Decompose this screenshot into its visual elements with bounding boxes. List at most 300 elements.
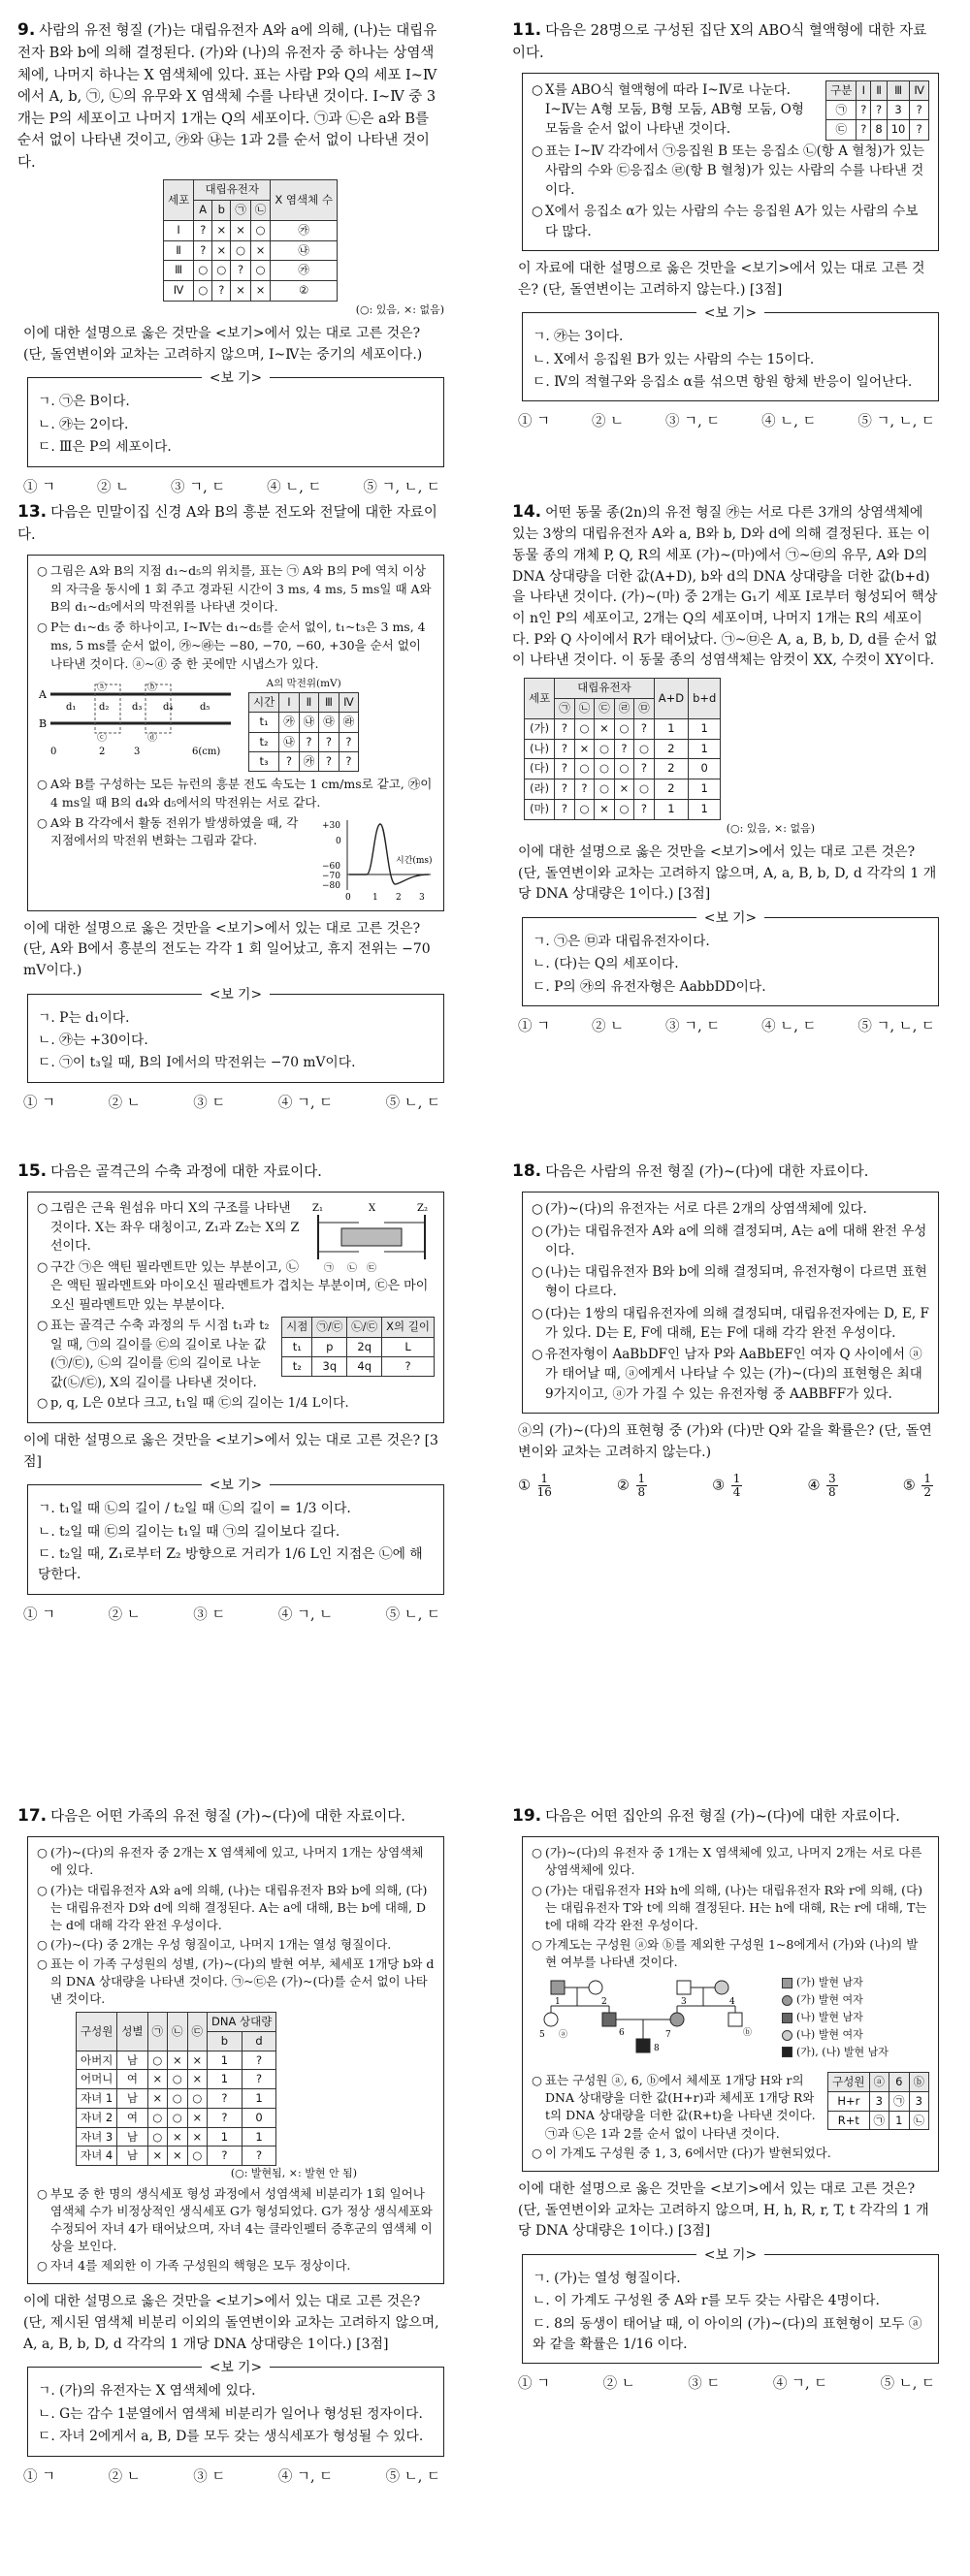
table-cell: ? bbox=[910, 120, 929, 140]
table-cell: 남 bbox=[117, 2051, 147, 2070]
table-cell: 남 bbox=[117, 2127, 147, 2147]
answer-options bbox=[23, 1093, 440, 1114]
table-header-cell: ⓐ bbox=[869, 2073, 889, 2092]
question-number: 11. bbox=[512, 20, 542, 40]
svg-text:Z₂: Z₂ bbox=[417, 1203, 428, 1215]
table-cell: ? bbox=[857, 101, 871, 120]
table-row bbox=[164, 261, 338, 281]
table-header-row bbox=[77, 2013, 276, 2032]
option-3[interactable] bbox=[712, 1473, 744, 1499]
table-cell: L bbox=[382, 1337, 435, 1356]
table-cell: ? bbox=[634, 800, 655, 820]
question-intro: 어떤 동물 종(2n)의 유전 형질 ㉮는 서로 다른 3개의 상염색체에 있는 3쌍의 대립유전자 A와 a, B와 b, D와 d에 의해 결정된다. 표는 이 동물 종의 개체 P, Q, R의 세포 (가)~(마)에서 ㉠~㉤의 유무, A와 D의 DNA 상대량을 더한 값(A+D), b와 d의 DNA 상대량을 더한 값(b+d)을 나타낸 것이다. (가)~(마) 중 2개는 G₁기 세포 I로부터 형성되어 핵상이 n인 P의 세포이고, 2개는 Q의 세포이며, 나머지 1개는 R의 세포이다. P와 Q 사이에서 R가 태어났다. ㉠~㉤은 A, a, B, b, D, d를 순서 없이 나타낸 것이다. 이 동물 종의 성염색체는 암컷이 XX, 수컷이 XY이다. bbox=[512, 505, 938, 669]
table-cell: × bbox=[574, 739, 595, 759]
bogi-box: <보 기> ㄱ. ㉠은 B이다. ㄴ. ㉮는 2이다. ㄷ. Ⅲ은 P의 세포이다. bbox=[27, 377, 444, 466]
svg-text:시간(ms): 시간(ms) bbox=[396, 855, 433, 866]
table-cell: 1 bbox=[654, 718, 688, 739]
option-2[interactable]: ② ㄴ bbox=[591, 414, 625, 430]
table-cell: 아버지 bbox=[77, 2051, 117, 2070]
svg-text:ⓑ: ⓑ bbox=[743, 2028, 753, 2039]
table-cell: × bbox=[147, 2147, 168, 2166]
table-cell: 1 bbox=[654, 800, 688, 820]
table-row bbox=[525, 739, 721, 759]
bogi-item: ㄷ. Ⅲ은 P의 세포이다. bbox=[38, 439, 172, 456]
table-cell: × bbox=[212, 240, 231, 261]
option-4[interactable]: ④ ㄴ, ㄷ bbox=[761, 1019, 817, 1035]
table-cell: ? bbox=[242, 2147, 276, 2166]
pedigree-chart bbox=[532, 1975, 774, 2068]
question-number: 15. bbox=[17, 1161, 48, 1181]
question-ask: 이에 대한 설명으로 옳은 것만을 <보기>에서 있는 대로 고른 것은? (단, A와 B에서 흥분의 전도는 각각 1 회 일어났고, 휴지 전위는 −70 mV이다.) bbox=[23, 920, 431, 978]
table-cell: 1 bbox=[689, 718, 721, 739]
table-cell: 1 bbox=[208, 2051, 242, 2070]
option-2[interactable]: ② ㄴ bbox=[591, 1019, 625, 1035]
table-cell: ㉠ bbox=[869, 2111, 889, 2130]
bogi-box: <보 기> ㄱ. P는 d₁이다. ㄴ. ㉮는 +30이다. ㄷ. ㉠이 t₃일 때, B의 Ⅰ에서의 막전위는 −70 mV이다. bbox=[27, 994, 444, 1083]
question-15 bbox=[17, 1159, 444, 1626]
table-cell: ㉮ bbox=[299, 751, 319, 771]
table-header-cell: ㉢ bbox=[187, 2013, 208, 2051]
option-2[interactable]: ② ㄴ bbox=[108, 1095, 141, 1111]
table-cell: × bbox=[168, 2127, 188, 2147]
table-cell: H+r bbox=[828, 2091, 869, 2111]
svg-text:2: 2 bbox=[99, 747, 106, 758]
bogi-box: <보 기> ㄱ. (가)는 열성 형질이다. ㄴ. 이 가계도 구성원 중 A와 r를 모두 갖는 사람은 4명이다. ㄷ. 8의 동생이 태어날 때, 이 아이의 (가)~(다)의 표현형이 모두 ⓐ와 같을 확률은 1/16 이다. bbox=[522, 2254, 939, 2365]
table-header-cell: Ⅰ bbox=[857, 80, 871, 100]
table-cell: ? bbox=[231, 261, 251, 281]
svg-text:ⓑ: ⓑ bbox=[147, 683, 157, 694]
denominator: 8 bbox=[637, 1485, 646, 1500]
table-cell: ○ bbox=[194, 261, 212, 281]
option-1[interactable]: ① ㄱ bbox=[23, 1606, 56, 1623]
table-cell: 어머니 bbox=[77, 2070, 117, 2089]
table-cell: ○ bbox=[147, 2051, 168, 2070]
table-cell: ? bbox=[319, 751, 340, 771]
table-cell: ? bbox=[194, 240, 212, 261]
table-cell: × bbox=[187, 2070, 208, 2089]
table-cell: 2q bbox=[347, 1337, 382, 1356]
table-cell: × bbox=[231, 220, 251, 240]
bogi-item: ㄱ. ㉠은 B이다. bbox=[38, 394, 130, 410]
svg-text:Z₁: Z₁ bbox=[312, 1203, 323, 1215]
svg-text:㉠: ㉠ bbox=[324, 1263, 334, 1275]
option-3[interactable]: ③ ㄱ, ㄷ bbox=[664, 414, 721, 430]
answer-options bbox=[518, 2373, 935, 2395]
table-row bbox=[77, 2127, 276, 2147]
option-4[interactable]: ④ ㄱ, ㄷ bbox=[772, 2376, 828, 2393]
question-ask: 이에 대한 설명으로 옳은 것만을 <보기>에서 있는 대로 고른 것은? [3점] bbox=[23, 1432, 438, 1470]
svg-text:ⓐ: ⓐ bbox=[559, 2030, 568, 2041]
question-intro: 다음은 어떤 가족의 유전 형질 (가)~(다)에 대한 자료이다. bbox=[50, 1809, 405, 1825]
svg-text:3: 3 bbox=[134, 747, 141, 758]
svg-text:㉡: ㉡ bbox=[347, 1263, 357, 1275]
table-row bbox=[525, 779, 721, 800]
question-19 bbox=[512, 1803, 939, 2396]
question-number: 19. bbox=[512, 1806, 542, 1826]
table-cell: ○ bbox=[168, 2070, 188, 2089]
table-header-cell: X의 길이 bbox=[382, 1318, 435, 1337]
table-cell: ㉱ bbox=[339, 713, 359, 732]
table-cell: ? bbox=[555, 718, 575, 739]
option-number: ④ bbox=[807, 1478, 825, 1494]
table-cell: ② bbox=[271, 281, 338, 302]
table-cell: ○ bbox=[212, 261, 231, 281]
answer-options bbox=[23, 477, 440, 498]
table-cell: t₂ bbox=[282, 1356, 312, 1376]
gene-header: ㉢ bbox=[595, 698, 615, 718]
option-2[interactable]: ② ㄴ bbox=[108, 2468, 141, 2485]
data-box: ○ 그림은 A와 B의 지점 d₁~d₅의 위치를, 표는 ㉠ A와 B의 P에 역치 이상의 자극을 동시에 1 회 주고 경과된 시간이 3 ms, 4 ms, 5 ms일 때 A와 B의 d₁~d₅에서의 막전위를 나타낸 것이다. ○ P는 d₁~d₅ 중 하나이고, Ⅰ~Ⅳ는 d₁~d₅를 순서 없이, t₁~t₃은 3 ms, 4 ms, 5 ms를 순서 없이, ㉮~㉱는 −80, −70, −60, +30을 순서 없이 나타낸 것이다. ⓐ~ⓓ 중 한 곳에만 시냅스가 있다. A B d₁ d₂ d₃ d₄ d₅ ⓐ ⓑ ⓒ ⓓ 0 2 3 6(cm) A의 막전위(mV) 시간 Ⅰ Ⅱ Ⅲ Ⅳ t₁ ㉮ ㉯ ㉰ ㉱ t₂ ㉯ ? ? ? t₃ ? ㉮ ? ? ○ A와 B를 구성하는 모든 뉴런의 흥분 전도 속도는 1 cm/ms로 같고, ㉮이 4 ms일 때 B의 d₄와 d₅에서의 막전위는 서로 같다. ○ A와 B 각각에서 활동 전위가 발생하였을 때, 각 지점에서의 막전위 변화는 그림과 같다. +30 0 −60 −70 −80 0 1 2 3 시간(ms) bbox=[27, 555, 444, 911]
question-18 bbox=[512, 1159, 939, 1500]
data-box: ○ (가)~(다)의 유전자는 서로 다른 2개의 상염색체에 있다. ○ (가)는 대립유전자 A와 a에 의해 결정되며, A는 a에 대해 완전 우성이다. ○ (나)는 대립유전자 B와 b에 의해 결정되며, 유전자형이 다르면 표현형이 다르다. ○ (다)는 1쌍의 대립유전자에 의해 결정되며, 대립유전자에는 D, E, F가 있다. D는 E, F에 대해, E는 F에 대해 각각 완전 우성이다. ○ 유전자형이 AaBbDF인 남자 P와 AaBbEF인 여자 Q 사이에서 ⓐ가 태어날 때, ⓐ에게서 나타날 수 있는 (가)~(다)의 표현형은 최대 9가지이고, ⓐ가 가질 수 있는 유전자형 중 AABBFF가 있다. bbox=[522, 1192, 939, 1414]
table-header-cell: Ⅰ bbox=[279, 693, 300, 713]
option-4[interactable]: ④ ㄴ, ㄷ bbox=[267, 479, 322, 495]
option-5[interactable]: ⑤ ㄴ, ㄷ bbox=[385, 2468, 440, 2485]
table-cell: ? bbox=[614, 739, 634, 759]
svg-text:d₂: d₂ bbox=[99, 702, 110, 714]
table-cell: ㉯ bbox=[299, 713, 319, 732]
table-cell: 자녀 3 bbox=[77, 2127, 117, 2147]
table-cell: ㉰ bbox=[319, 713, 340, 732]
question-ask: ⓐ의 (가)~(다)의 표현형 중 (가)와 (다)만 Q와 같을 확률은? (단, 돌연변이와 교차는 고려하지 않는다.) bbox=[518, 1422, 932, 1460]
svg-text:−60: −60 bbox=[322, 861, 340, 872]
table-cell: 2 bbox=[654, 779, 688, 800]
question-intro: 다음은 사람의 유전 형질 (가)~(다)에 대한 자료이다. bbox=[545, 1164, 869, 1180]
svg-text:5: 5 bbox=[539, 2030, 545, 2041]
table-row bbox=[249, 732, 359, 751]
table-header-cell: ㉡ bbox=[168, 2013, 188, 2051]
table-cell: 0 bbox=[689, 759, 721, 779]
table-cell: ? bbox=[871, 101, 887, 120]
table-row bbox=[164, 281, 338, 302]
table-cell: ? bbox=[555, 759, 575, 779]
fraction bbox=[922, 1473, 933, 1499]
option-3[interactable]: ③ ㄱ, ㄷ bbox=[170, 479, 226, 495]
table-row bbox=[164, 240, 338, 261]
action-potential-graph bbox=[318, 814, 435, 904]
table-cell: t₁ bbox=[249, 713, 279, 732]
table-header-cell: 시간 bbox=[249, 693, 279, 713]
svg-text:d₃: d₃ bbox=[132, 702, 143, 714]
option-2[interactable]: ② ㄴ bbox=[108, 1606, 141, 1623]
table-cell: 1 bbox=[689, 739, 721, 759]
table-cell: ○ bbox=[574, 759, 595, 779]
question-number: 13. bbox=[17, 502, 48, 522]
svg-text:ⓓ: ⓓ bbox=[147, 733, 157, 745]
svg-text:8: 8 bbox=[654, 2044, 660, 2054]
table-cell: 2 bbox=[654, 759, 688, 779]
table-cell: ? bbox=[634, 718, 655, 739]
table-row bbox=[77, 2147, 276, 2166]
table-cell: 1 bbox=[208, 2127, 242, 2147]
option-4[interactable]: ④ ㄱ, ㄴ bbox=[277, 1606, 334, 1623]
option-5[interactable]: ⑤ ㄴ, ㄷ bbox=[880, 2376, 935, 2393]
table-cell: × bbox=[187, 2051, 208, 2070]
table-cell: ㉮ bbox=[279, 713, 300, 732]
question-intro: 사람의 유전 형질 (가)는 대립유전자 A와 a에 의해, (나)는 대립유전자 B와 b에 의해 결정된다. (가)와 (나)의 유전자 중 하나는 상염색체에, 나머지 하나는 X 염색체에 있다. 표는 사람 P와 Q의 세포 Ⅰ~Ⅳ에서 A, b, ㉠, ㉡의 유무와 X 염색체 수를 나타낸 것이다. Ⅰ~Ⅳ 중 3개는 P의 세포이고 나머지 1개는 Q의 세포이다. ㉠과 ㉡은 a와 B를 순서 없이 나타낸 것이고, ㉮와 ㉯는 1과 2를 순서 없이 나타낸 것이다. bbox=[17, 23, 437, 171]
option-5[interactable]: ⑤ ㄱ, ㄴ, ㄷ bbox=[363, 479, 440, 495]
table-header-cell: DNA 상대량 bbox=[208, 2013, 276, 2032]
table-cell: ㉡ bbox=[909, 2111, 929, 2130]
svg-text:d₅: d₅ bbox=[200, 702, 210, 714]
table-cell: ○ bbox=[634, 779, 655, 800]
option-1[interactable]: ① ㄱ bbox=[518, 414, 551, 430]
table-cell: 남 bbox=[117, 2089, 147, 2109]
table-cell: ○ bbox=[250, 261, 271, 281]
table-cell: × bbox=[187, 2127, 208, 2147]
table-cell: ○ bbox=[194, 281, 212, 302]
cell-table: 세포 대립유전자 X 염색체 수 A b ㉠ ㉡ Ⅰ ? × × ○ ㉮ Ⅱ ? × ○ × ㉯ Ⅲ ○ ○ ? ○ ㉮ Ⅳ ○ ? × × ② (○: 있음, ×: 없음) bbox=[163, 179, 444, 318]
svg-text:㉢: ㉢ bbox=[367, 1263, 376, 1275]
table-cell: ○ bbox=[574, 718, 595, 739]
table-cell: ? bbox=[555, 800, 575, 820]
table-row bbox=[525, 718, 721, 739]
table-header-cell: 성별 bbox=[117, 2013, 147, 2051]
svg-text:1: 1 bbox=[372, 892, 378, 903]
table-cell: ? bbox=[574, 779, 595, 800]
option-2[interactable] bbox=[617, 1473, 649, 1499]
svg-text:0: 0 bbox=[345, 892, 351, 903]
table-cell: t₂ bbox=[249, 732, 279, 751]
option-1[interactable]: ① ㄱ bbox=[518, 1019, 551, 1035]
option-3[interactable]: ③ ㄷ bbox=[193, 1095, 226, 1111]
bogi-item: ㄴ. ㉮는 2이다. bbox=[38, 416, 129, 432]
option-5[interactable] bbox=[903, 1473, 935, 1499]
cell-label: Ⅲ bbox=[164, 261, 194, 281]
table-cell: ○ bbox=[595, 759, 615, 779]
table-cell: × bbox=[168, 2051, 188, 2070]
question-number: 9. bbox=[17, 20, 36, 40]
bogi-box: <보 기> ㄱ. t₁일 때 ㉡의 길이 / t₂일 때 ㉡의 길이 = 1/3 이다. ㄴ. t₂일 때 ㉢의 길이는 t₁일 때 ㉠의 길이보다 길다. ㄷ. t₂일 때, Z₁로부터 Z₂ 방향으로 거리가 1/6 L인 지점은 ㉡에 해당한다. bbox=[27, 1484, 444, 1595]
question-intro: 다음은 28명으로 구성된 집단 X의 ABO식 혈액형에 대한 자료이다. bbox=[512, 23, 927, 62]
svg-text:−70: −70 bbox=[322, 871, 340, 881]
fraction bbox=[826, 1473, 838, 1499]
cell-label: Ⅰ bbox=[164, 220, 194, 240]
cell-label: Ⅳ bbox=[164, 281, 194, 302]
question-ask: 이에 대한 설명으로 옳은 것만을 <보기>에서 있는 대로 고른 것은? (단, 돌연변이와 교차는 고려하지 않으며, H, h, R, r, T, t 각각의 1 개당 DNA 상대량은 1이다.) [3점] bbox=[518, 2180, 929, 2240]
answer-options bbox=[23, 2466, 440, 2488]
numerator: 1 bbox=[637, 1472, 646, 1486]
table-cell: ? bbox=[242, 2051, 276, 2070]
svg-text:3: 3 bbox=[681, 1997, 687, 2008]
question-ask: 이에 대한 설명으로 옳은 것만을 <보기>에서 있는 대로 고른 것은? (단, 제시된 염색체 비분리 이외의 돌연변이와 교차는 고려하지 않으며, A, a, B, b, D, d 각각의 1 개당 DNA 상대량은 1이다.) [3점] bbox=[23, 2294, 439, 2352]
table-cell: ㉯ bbox=[279, 732, 300, 751]
table-cell: × bbox=[250, 281, 271, 302]
bogi-box: <보 기> ㄱ. (가)의 유전자는 X 염색체에 있다. ㄴ. G는 감수 1분열에서 염색체 비분리가 일어나 형성된 정자이다. ㄷ. 자녀 2에게서 a, B, D를 모두 갖는 생식세포가 형성될 수 있다. bbox=[27, 2367, 444, 2456]
option-2[interactable]: ② ㄴ bbox=[602, 2376, 635, 2393]
table-cell: 1 bbox=[208, 2070, 242, 2089]
table-cell: ㉯ bbox=[271, 240, 338, 261]
table-cell: 0 bbox=[242, 2108, 276, 2127]
table-cell: 2 bbox=[654, 739, 688, 759]
gene-header: ㉣ bbox=[614, 698, 634, 718]
option-1[interactable] bbox=[518, 1473, 554, 1499]
table-cell: ㉢ bbox=[826, 120, 857, 140]
question-ask: 이에 대한 설명으로 옳은 것만을 <보기>에서 있는 대로 고른 것은? (단, 돌연변이와 교차는 고려하지 않으며, Ⅰ~Ⅳ는 중기의 세포이다.) bbox=[23, 326, 423, 363]
table-row bbox=[249, 713, 359, 732]
table-cell: × bbox=[250, 240, 271, 261]
svg-text:B: B bbox=[39, 717, 48, 731]
option-5[interactable]: ⑤ ㄱ, ㄴ, ㄷ bbox=[857, 414, 935, 430]
table-cell: ㉮ bbox=[271, 220, 338, 240]
table-cell: ○ bbox=[614, 800, 634, 820]
denominator: 4 bbox=[732, 1485, 741, 1500]
svg-text:−80: −80 bbox=[322, 880, 340, 891]
numerator: 1 bbox=[923, 1472, 931, 1486]
svg-text:+30: +30 bbox=[322, 820, 340, 831]
table-cell: × bbox=[595, 800, 615, 820]
table-row bbox=[249, 751, 359, 771]
question-13 bbox=[17, 499, 444, 1114]
table-cell: t₃ bbox=[249, 751, 279, 771]
svg-text:2: 2 bbox=[396, 892, 402, 903]
table-cell: × bbox=[614, 779, 634, 800]
cell-label: (가) bbox=[525, 718, 555, 739]
table-cell: ○ bbox=[187, 2147, 208, 2166]
numerator: 1 bbox=[732, 1472, 741, 1486]
table-cell: ? bbox=[910, 101, 929, 120]
table-row bbox=[525, 759, 721, 779]
option-4[interactable]: ④ ㄱ, ㄷ bbox=[277, 1095, 334, 1111]
table-header-cell: ⓑ bbox=[909, 2073, 929, 2092]
table-header-cell: Ⅲ bbox=[319, 693, 340, 713]
table-cell: ○ bbox=[231, 240, 251, 261]
option-4[interactable]: ④ ㄱ, ㄷ bbox=[277, 2468, 334, 2485]
option-1[interactable]: ① ㄱ bbox=[23, 479, 56, 495]
option-5[interactable]: ⑤ ㄴ, ㄷ bbox=[385, 1095, 440, 1111]
question-ask: 이에 대한 설명으로 옳은 것만을 <보기>에서 있는 대로 고른 것은? (단, 돌연변이와 교차는 고려하지 않으며, A, a, B, b, D, d 각각의 1 개당 DNA 상대량은 1이다.) [3점] bbox=[518, 843, 937, 903]
gene-header: A bbox=[194, 200, 212, 220]
table-cell: × bbox=[147, 2070, 168, 2089]
option-4[interactable] bbox=[807, 1473, 839, 1499]
table-cell: × bbox=[212, 220, 231, 240]
table-row bbox=[77, 2070, 276, 2089]
table-cell: ? bbox=[555, 739, 575, 759]
question-ask: 이 자료에 대한 설명으로 옳은 것만을 <보기>에서 있는 대로 고른 것은? (단, 돌연변이는 고려하지 않는다.) [3점] bbox=[518, 260, 925, 298]
svg-text:3: 3 bbox=[419, 892, 425, 903]
question-17 bbox=[17, 1803, 444, 2488]
fraction bbox=[537, 1473, 552, 1499]
answer-options bbox=[518, 1473, 935, 1499]
data-box: 구분 Ⅰ Ⅱ Ⅲ Ⅳ ㉠ ? ? 3 ? ㉢ ? 8 10 ? ○ X를 ABO식 혈액형에 따라 Ⅰ~Ⅳ로 나눈다. Ⅰ~Ⅳ는 A형 모둠, B형 모둠, AB형 모둠, O형 모둠을 순서 없이 나타낸 것이다. ○ 표는 Ⅰ~Ⅳ 각각에서 ㉠응집원 B 또는 응집소 ㉡(항 A 혈청)가 있는 사람의 수와 ㉢응집소 ㉣(항 B 혈청)가 있는 사람의 수를 나타낸 것이다. ○ X에서 응집소 α가 있는 사람의 수는 응집원 A가 있는 사람의 수보다 많다. bbox=[522, 73, 939, 251]
option-number: ③ bbox=[712, 1478, 729, 1494]
table-cell: ○ bbox=[574, 800, 595, 820]
table-cell: 3 bbox=[887, 101, 910, 120]
table-cell: × bbox=[168, 2147, 188, 2166]
option-3[interactable]: ③ ㄷ bbox=[193, 1606, 226, 1623]
table-cell: × bbox=[595, 718, 615, 739]
table-cell: R+t bbox=[828, 2111, 869, 2130]
table-cell: 1 bbox=[242, 2127, 276, 2147]
option-number: ② bbox=[616, 1478, 634, 1494]
table-header-cell: 구분 bbox=[826, 80, 857, 100]
table-cell: ? bbox=[279, 751, 300, 771]
option-3[interactable]: ③ ㄱ, ㄷ bbox=[664, 1019, 721, 1035]
denominator: 8 bbox=[828, 1485, 836, 1500]
table-cell: ? bbox=[319, 732, 340, 751]
table-cell: 자녀 4 bbox=[77, 2147, 117, 2166]
table-row bbox=[77, 2108, 276, 2127]
option-4[interactable]: ④ ㄴ, ㄷ bbox=[761, 414, 817, 430]
option-1[interactable]: ① ㄱ bbox=[23, 1095, 56, 1111]
table-cell: ? bbox=[208, 2108, 242, 2127]
svg-text:0: 0 bbox=[50, 747, 57, 758]
table-header-cell: ㉡/㉢ bbox=[347, 1318, 382, 1337]
table-cell: ? bbox=[634, 759, 655, 779]
cell-label: (마) bbox=[525, 800, 555, 820]
option-3[interactable]: ③ ㄷ bbox=[688, 2376, 721, 2393]
option-1[interactable]: ① ㄱ bbox=[518, 2376, 551, 2393]
table-cell: 10 bbox=[887, 120, 910, 140]
gene-header: ㉤ bbox=[634, 698, 655, 718]
table-cell: × bbox=[187, 2108, 208, 2127]
table-header-cell: 시점 bbox=[282, 1318, 312, 1337]
option-3[interactable]: ③ ㄷ bbox=[193, 2468, 226, 2485]
fraction bbox=[636, 1473, 648, 1499]
table-header-cell: Ⅳ bbox=[339, 693, 359, 713]
table-header-cell: d bbox=[242, 2032, 276, 2051]
question-intro: 다음은 어떤 집안의 유전 형질 (가)~(다)에 대한 자료이다. bbox=[545, 1809, 900, 1825]
denominator: 16 bbox=[536, 1485, 552, 1500]
table-header-cell: Ⅳ bbox=[910, 80, 929, 100]
table-header-cell: 구성원 bbox=[828, 2073, 869, 2092]
answer-options bbox=[518, 411, 935, 432]
table-cell: p bbox=[312, 1337, 347, 1356]
option-1[interactable]: ① ㄱ bbox=[23, 2468, 56, 2485]
table-row bbox=[77, 2089, 276, 2109]
svg-text:d₁: d₁ bbox=[66, 702, 77, 714]
table-cell: ㉠ bbox=[826, 101, 857, 120]
option-number: ⑤ bbox=[902, 1478, 921, 1494]
bogi-box: <보 기> ㄱ. ㉠은 ㉤과 대립유전자이다. ㄴ. (다)는 Q의 세포이다. ㄷ. P의 ㉮의 유전자형은 AabbDD이다. bbox=[522, 917, 939, 1006]
option-2[interactable]: ② ㄴ bbox=[96, 479, 130, 495]
table-row bbox=[525, 800, 721, 820]
table-header-cell: Ⅱ bbox=[299, 693, 319, 713]
cell-gene-table: 세포 대립유전자 A+D b+d ㉠ ㉡ ㉢ ㉣ ㉤ (가) ? ○ × ○ ? 1 1 (나) ? × ○ ? ○ 2 1 (다) ? ○ ○ ○ ? 2 0 (라) ? ? ○ × ○ 2 1 (마) ? ○ × ○ ? 1 1 bbox=[524, 678, 721, 820]
table-cell: × bbox=[231, 281, 251, 302]
cell-label: (라) bbox=[525, 779, 555, 800]
denominator: 2 bbox=[923, 1485, 931, 1500]
table-header-cell: b bbox=[208, 2032, 242, 2051]
option-5[interactable]: ⑤ ㄱ, ㄴ, ㄷ bbox=[857, 1019, 935, 1035]
svg-text:d₄: d₄ bbox=[163, 702, 174, 714]
table-cell: 1 bbox=[889, 2111, 910, 2130]
table-cell: t₁ bbox=[282, 1337, 312, 1356]
table-cell: 4q bbox=[347, 1356, 382, 1376]
table-cell: 남 bbox=[117, 2147, 147, 2166]
table-header-row bbox=[249, 693, 359, 713]
neuron-diagram bbox=[37, 677, 241, 758]
option-5[interactable]: ⑤ ㄴ, ㄷ bbox=[385, 1606, 440, 1623]
table-cell: 3q bbox=[312, 1356, 347, 1376]
question-14: 14. 어떤 동물 종(2n)의 유전 형질 ㉮는 서로 다른 3개의 상염색체에 있는 3쌍의 대립유전자 A와 a, B와 b, D와 d에 의해 결정된다. 표는 이 동물 종의 개체 P, Q, R의 세포 (가)~(마)에서 ㉠~㉤의 유무, A와 D의 DNA 상대량을 더한 값(A+D), b와 d의 DNA 상대량을 더한 값(b+d)을 나타낸 것이다. (가)~(마) 중 2개는 G₁기 세포 I로부터 형성되어 핵상이 n인 P의 세포이고, 2개는 Q의 세포이며, 나머지 1개는 R의 세포이다. P와 Q 사이에서 R가 태어났다. ㉠~㉤은 A, a, B, b, D, d를 순서 없이 나타낸 것이다. 이 동물 종의 성염색체는 암컷이 XX, 수컷이 XY이다. 세포 대립유전자 A+D b+d ㉠ ㉡ ㉢ ㉣ ㉤ (가) ? ○ × ○ ? 1 1 (나) ? × ○ ? ○ 2 1 (다) ? ○ ○ ○ ? 2 0 (라) ? ? ○ × ○ 2 1 (마) ? ○ × ○ ? 1 1 (○: 있음, ×: 없음) 이에 대한 설명으로 옳은 것만을 <보기>에서 있는 대로 고른 것은? (단, 돌연변이와 교차는 고려하지 않으며, A, a, B, b, D, d 각각의 1 개당 DNA 상대량은 1이다.) [3점] <보 기> ㄱ. ㉠은 ㉤과 대립유전자이다. ㄴ. (다)는 Q의 세포이다. ㄷ. P의 ㉮의 유전자형은 AabbDD이다. ① ㄱ ② ㄴ ③ ㄱ, ㄷ ④ ㄴ, ㄷ ⑤ ㄱ, ㄴ, ㄷ bbox=[512, 499, 939, 1038]
table-cell: 1 bbox=[242, 2089, 276, 2109]
pedigree-legend: (가) 발현 남자 (가) 발현 여자 (나) 발현 남자 (나) 발현 여자 (가), (나) 발현 남자 bbox=[782, 1975, 889, 2068]
svg-text:1: 1 bbox=[555, 1997, 561, 2008]
table-cell: 1 bbox=[689, 779, 721, 800]
gene-header: ㉠ bbox=[555, 698, 575, 718]
question-intro: 다음은 민말이집 신경 A와 B의 흥분 전도와 전달에 대한 자료이다. bbox=[17, 505, 437, 544]
table-cell: ㉮ bbox=[271, 261, 338, 281]
option-number: ① bbox=[518, 1478, 535, 1494]
bogi-box: <보 기> ㄱ. ㉮는 3이다. ㄴ. X에서 응집원 B가 있는 사람의 수는 15이다. ㄷ. Ⅳ의 적혈구와 응집소 α를 섞으면 항원 항체 반응이 일어난다. bbox=[522, 312, 939, 401]
table-header-cell: ㉠ bbox=[147, 2013, 168, 2051]
table-header-cell: Ⅱ bbox=[871, 80, 887, 100]
table-header-cell: 구성원 bbox=[77, 2013, 117, 2051]
numerator: 3 bbox=[828, 1472, 836, 1486]
question-intro: 다음은 골격근의 수축 과정에 대한 자료이다. bbox=[50, 1164, 322, 1180]
question-number: 14. bbox=[512, 502, 542, 522]
